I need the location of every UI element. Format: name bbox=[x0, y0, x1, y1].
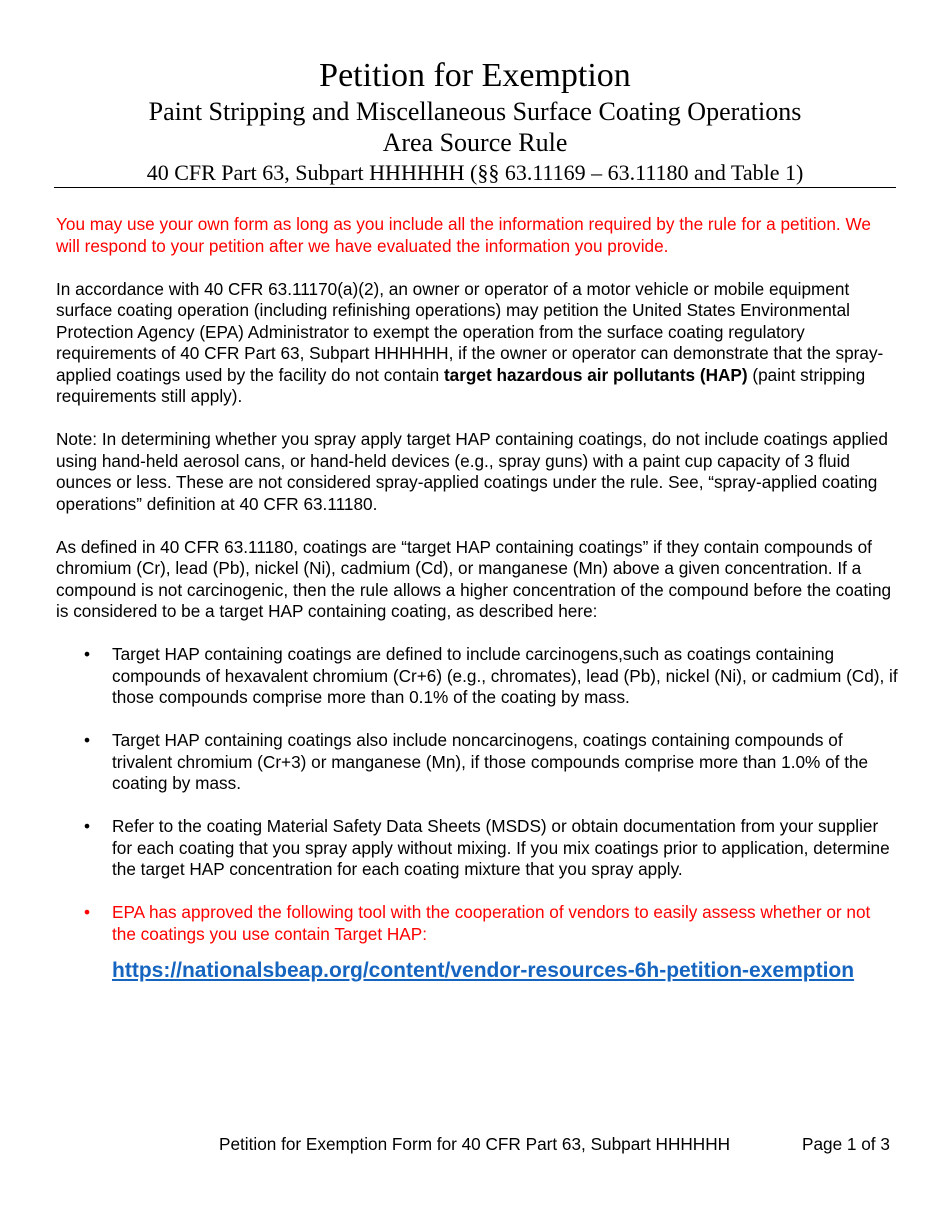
bullet-icon: • bbox=[84, 902, 91, 922]
list-item-text: Refer to the coating Material Safety Data Sheets (MSDS) or obtain documentation from your supplier for each coating that you spray apply without mixing. If you mix coatings prior to application, determine the target HAP concentration for each coating mixture that you spray apply. bbox=[112, 816, 890, 879]
footer-page-number: Page 1 of 3 bbox=[802, 1134, 890, 1154]
document-title: Petition for Exemption bbox=[319, 57, 631, 94]
list-item bbox=[56, 816, 898, 881]
paragraph-bold-term: target hazardous air pollutants (HAP) bbox=[443, 364, 748, 385]
bullet-icon: • bbox=[84, 816, 91, 836]
intro-notice: You may use your own form as long as you include all the information required by the rule for a petition. We will respond to your petition after we have evaluated the information you provide. bbox=[56, 214, 871, 256]
document-header bbox=[54, 56, 896, 188]
list-item bbox=[56, 644, 898, 709]
paragraph-petition-basis bbox=[56, 279, 898, 408]
document-subtitle-line2: Area Source Rule bbox=[382, 128, 568, 157]
paragraph-text-after: (paint stripping requirements still apply). bbox=[56, 364, 866, 406]
document-subtitle-line1: Paint Stripping and Miscellaneous Surface Coating Operations bbox=[148, 97, 802, 126]
definition-paragraph: As defined in 40 CFR 63.11180, coatings are “target HAP containing coatings” if they contain compounds of chromium (Cr), lead (Pb), nickel (Ni), cadmium (Cd), or manganese (Mn) above a given concentration. If a compound is not carcinogenic, then the rule allows a higher concentration of the compound before the coating is considered to be a target HAP containing coating, as described here: bbox=[56, 536, 892, 621]
list-item-text: EPA has approved the following tool with the cooperation of vendors to easily assess whether or not the coatings you use contain Target HAP: bbox=[112, 902, 871, 944]
bullet-icon: • bbox=[84, 644, 91, 664]
cfr-reference: 40 CFR Part 63, Subpart HHHHHH (§§ 63.11169 – 63.11180 and Table 1) bbox=[146, 160, 804, 185]
list-item-text: Target HAP containing coatings also include noncarcinogens, coatings containing compounds of trivalent chromium (Cr+3) or manganese (Mn), if those compounds comprise more than 1.0% of the coating by mass. bbox=[112, 730, 869, 793]
paragraph-text-before: In accordance with 40 CFR 63.11170(a)(2), an owner or operator of a motor vehicle or mobile equipment surface coating operation (including refinishing operations) may petition the United States Environmental Protection Agency (EPA) Administrator to exempt the operation from the surface coating regulatory requirements of 40 CFR Part 63, Subpart HHHHHH, if the owner or operator can demonstrate that the spray-applied coatings used by the facility do not contain bbox=[56, 278, 884, 385]
list-item-text: Target HAP containing coatings are defined to include carcinogens,such as coatings containing compounds of hexavalent chromium (Cr+6) (e.g., chromates), lead (Pb), nickel (Ni), or cadmium (Cd), if those compounds comprise more than 0.1% of the coating by mass. bbox=[112, 644, 898, 707]
list-item bbox=[56, 730, 898, 795]
note-paragraph: Note: In determining whether you spray apply target HAP containing coatings, do not include coatings applied using hand-held aerosol cans, or hand-held devices (e.g., spray guns) with a paint cup capacity of 3 fluid ounces or less. These are not considered spray-applied coatings under the rule. See, “spray-applied coating operations” definition at 40 CFR 63.11180. bbox=[56, 429, 888, 514]
vendor-resources-link[interactable]: https://nationalsbeap.org/content/vendor-resources-6h-petition-exemption bbox=[112, 958, 855, 982]
footer-form-name: Petition for Exemption Form for 40 CFR Part 63, Subpart HHHHHH bbox=[219, 1134, 731, 1154]
document-body bbox=[56, 214, 898, 986]
bullet-list bbox=[56, 644, 898, 945]
bullet-icon: • bbox=[84, 730, 91, 750]
list-item-tool bbox=[56, 902, 898, 945]
header-divider bbox=[54, 187, 896, 188]
